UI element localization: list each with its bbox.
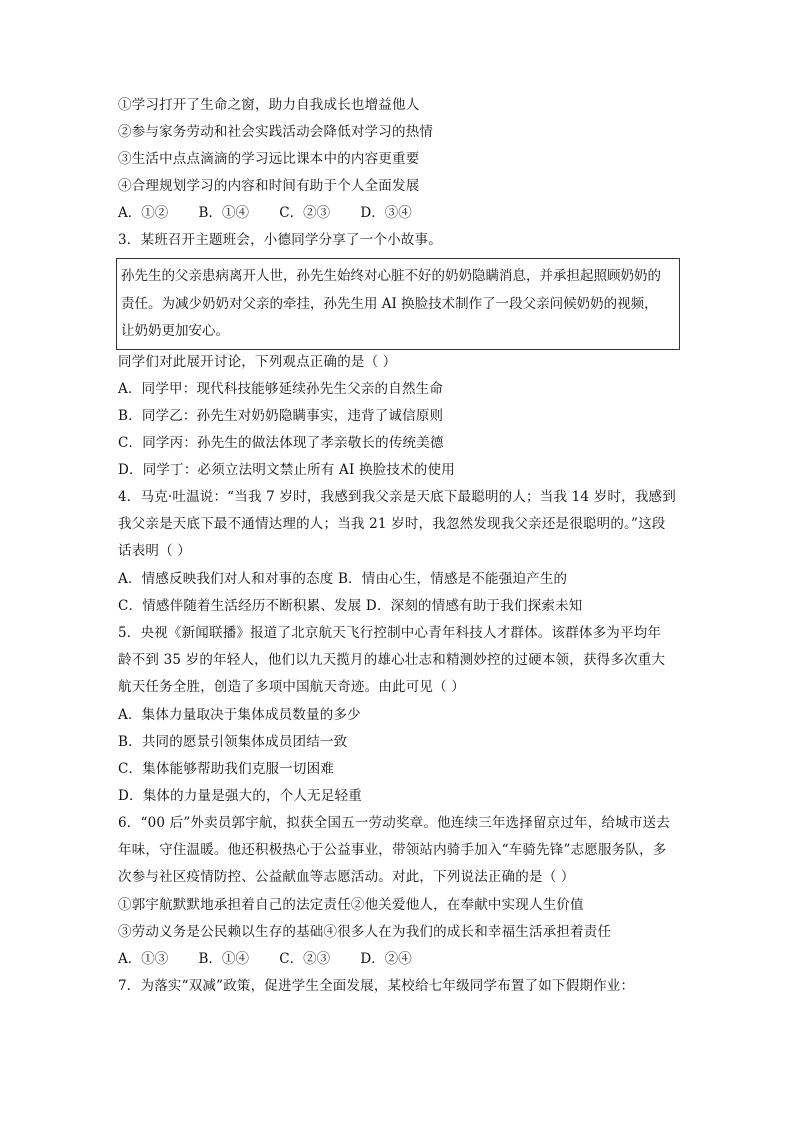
q2-item-4: ④合理规划学习的内容和时间有助于个人全面发展 bbox=[118, 178, 420, 194]
q5-option-a: A．集体力量取决于集体成员数量的多少 bbox=[118, 707, 361, 723]
q2-option-a: A．①② bbox=[118, 205, 169, 221]
q3-option-a: A．同学甲：现代科技能够延续孙先生父亲的自然生命 bbox=[118, 381, 444, 397]
q4-stem-line-1: 4．马克·吐温说：“当我 7 岁时，我感到我父亲是天底下最聪明的人；当我 14 岁时，我感到 bbox=[118, 489, 676, 505]
q6-stem-line-2: 年味，守住温暖。他还积极热心于公益事业，带领站内骑手加入“车骑先锋”志愿服务队，多 bbox=[118, 842, 667, 858]
q6-option-d: D．②④ bbox=[360, 951, 412, 967]
q5-option-c: C．集体能够帮助我们克服一切困难 bbox=[118, 761, 335, 777]
q6-stem-line-3: 次参与社区疫情防控、公益献血等志愿活动。对此，下列说法正确的是（ ） bbox=[118, 869, 575, 885]
q2-item-3: ③生活中点点滴滴的学习远比课本中的内容更重要 bbox=[118, 151, 420, 167]
q6-items-line-1: ①郭宇航默默地承担着自己的法定责任②他关爱他人，在奉献中实现人生价值 bbox=[118, 897, 584, 913]
q2-item-2: ②参与家务劳动和社会实践活动会降低对学习的热情 bbox=[118, 124, 434, 140]
q6-options bbox=[118, 950, 438, 968]
q3-option-b: B．同学乙：孙先生对奶奶隐瞒事实，违背了诚信原则 bbox=[118, 408, 444, 424]
q2-option-b: B．①④ bbox=[198, 205, 249, 221]
q6-option-b: B．①④ bbox=[198, 951, 249, 967]
q2-option-d: D．③④ bbox=[360, 205, 412, 221]
q4-stem-line-3: 话表明（ ） bbox=[118, 543, 191, 559]
q4-options-line-1: A．情感反映我们对人和对事的态度 B．情由心生，情感是不能强迫产生的 bbox=[118, 571, 568, 587]
q5-stem-line-1: 5．央视《新闻联播》报道了北京航天飞行控制中心青年科技人才群体。该群体多为平均年 bbox=[118, 625, 662, 641]
q6-stem-line-1: 6．“00 后”外卖员郭宇航，拟获全国五一劳动奖章。他连续三年选择留京过年，给城市送去 bbox=[118, 815, 670, 831]
q3-story-box bbox=[116, 258, 680, 350]
q5-stem-line-3: 航天任务全胜，创造了多项中国航天奇迹。由此可见（ ） bbox=[118, 679, 465, 695]
q4-stem-line-2: 我父亲是天底下最不通情达理的人；当我 21 岁时，我忽然发现我父亲还是很聪明的。”这段 bbox=[118, 516, 666, 532]
q6-items-line-2: ③劳动义务是公民赖以生存的基础④很多人在为我们的成长和幸福生活承担着责任 bbox=[118, 924, 612, 940]
q2-item-1: ①学习打开了生命之窗，助力自我成长也增益他人 bbox=[118, 97, 420, 113]
q3-stem: 3．某班召开主题班会，小德同学分享了一个小故事。 bbox=[118, 232, 442, 248]
q6-option-a: A．①③ bbox=[118, 951, 169, 967]
q5-stem-line-2: 龄不到 35 岁的年轻人，他们以九天揽月的雄心壮志和精测妙控的过硬本领，获得多次重大 bbox=[118, 652, 666, 668]
q3-question: 同学们对此展开讨论，下列观点正确的是（ ） bbox=[118, 354, 397, 370]
q2-option-c: C．②③ bbox=[279, 205, 331, 221]
q5-option-d: D．集体的力量是强大的，个人无足轻重 bbox=[118, 788, 362, 804]
q5-option-b: B．共同的愿景引领集体成员团结一致 bbox=[118, 734, 348, 750]
q3-story-line-1: 孙先生的父亲患病离开人世，孙先生始终对心脏不好的奶奶隐瞒消息，并承担起照顾奶奶的 bbox=[121, 268, 661, 284]
q4-options-line-2: C．情感伴随着生活经历不断积累、发展 D．深刻的情感有助于我们探索未知 bbox=[118, 598, 583, 614]
q2-options bbox=[118, 204, 438, 222]
q3-option-d: D．同学丁：必须立法明文禁止所有 AI 换脸技术的使用 bbox=[118, 462, 455, 478]
q6-option-c: C．②③ bbox=[279, 951, 331, 967]
q7-stem: 7．为落实“双减”政策，促进学生全面发展，某校给七年级同学布置了如下假期作业： bbox=[118, 978, 635, 994]
q3-option-c: C．同学丙：孙先生的做法体现了孝亲敬长的传统美德 bbox=[118, 435, 444, 451]
q3-story-line-2: 责任。为减少奶奶对父亲的牵挂，孙先生用 AI 换脸技术制作了一段父亲问候奶奶的视频， bbox=[121, 296, 658, 312]
q3-story-line-3: 让奶奶更加安心。 bbox=[121, 323, 229, 339]
